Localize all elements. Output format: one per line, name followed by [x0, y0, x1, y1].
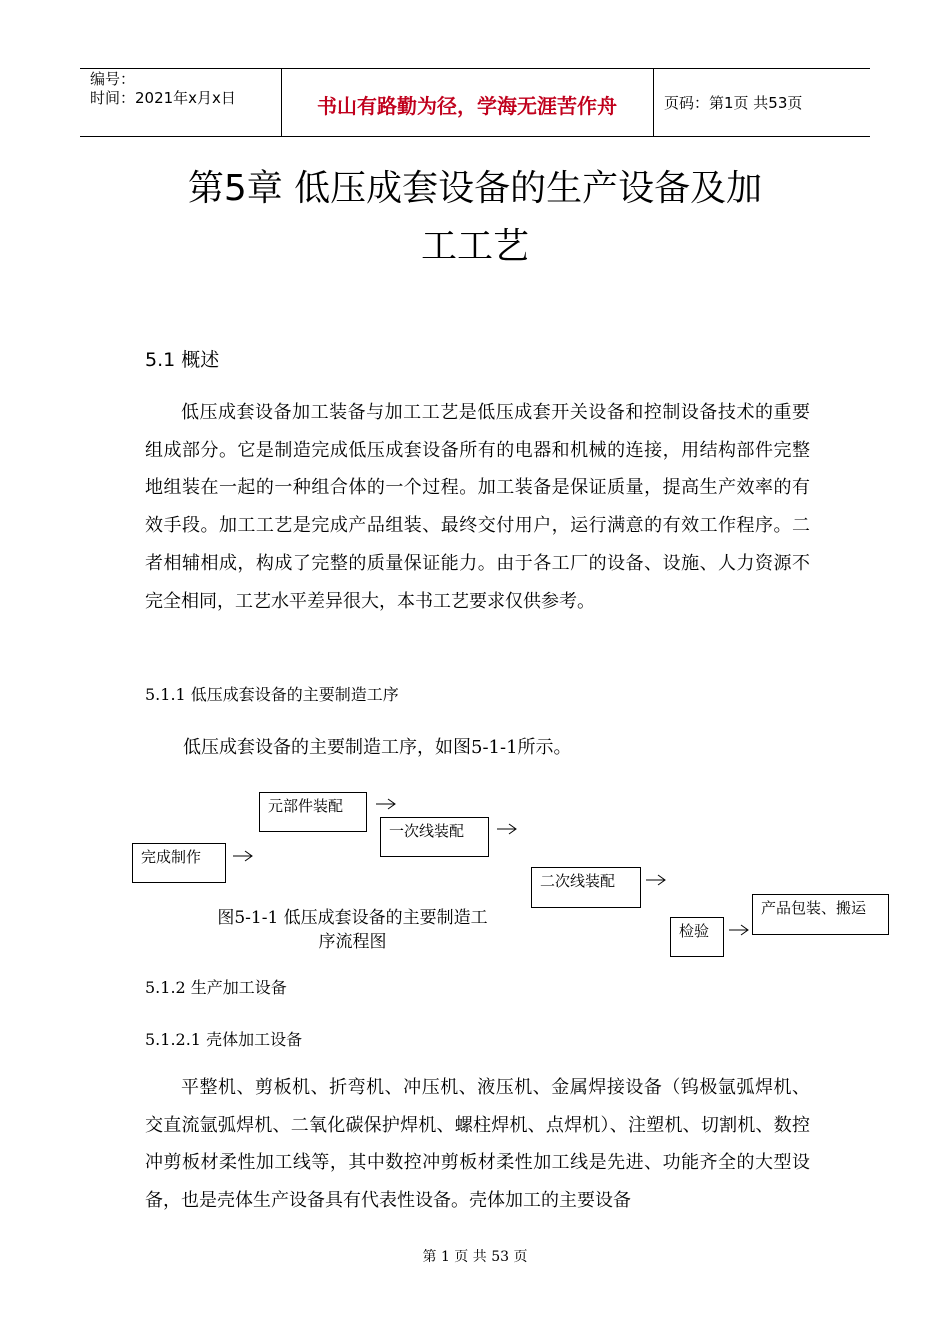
chapter-title-line-1: 第5章 低压成套设备的生产设备及加: [187, 168, 763, 209]
section-heading-5-1-2: 5.1.2 生产加工设备: [145, 978, 287, 997]
flow-box-primary-wiring: 一次线装配: [380, 817, 489, 857]
paragraph-process-intro: 低压成套设备的主要制造工序，如图5-1-1所示。: [183, 737, 572, 758]
paragraph-overview: 低压成套设备加工装备与加工工艺是低压成套开关设备和控制设备技术的重要组成部分。它是制造完成低压成套设备所有的电器和机械的连接，用结构部件完整地组装在一起的一种组合体的一个过程。加工装备是保证质量，提高生产效率的有效手段。加工工艺是完成产品组装、最终交付用户，运行满意的有效工作程序。二者相辅相成，构成了完整的质量保证能力。由于各工厂的设备、设施、人力资源不完全相同，工艺水平差异很大，本书工艺要求仅供参考。: [145, 402, 810, 612]
flow-box-secondary-wiring: 二次线装配: [531, 867, 641, 908]
header-left-cell: [90, 70, 236, 108]
flow-arrow-4-icon: [645, 874, 667, 886]
flow-box-inspection: 检验: [670, 917, 724, 957]
flow-arrow-1-icon: [232, 850, 254, 862]
header-top-rule: [80, 68, 870, 69]
chapter-title: [100, 160, 850, 276]
header-time-label: 时间：2021年x月x日: [90, 89, 236, 107]
figure-caption-line-1: 图5-1-1 低压成套设备的主要制造工: [217, 908, 488, 928]
header-motto: 书山有路勤为径，学海无涯苦作舟: [317, 94, 617, 118]
figure-caption-line-2: 序流程图: [318, 932, 387, 952]
figure-caption: [185, 906, 520, 954]
flow-box-packaging: 产品包装、搬运: [752, 894, 889, 935]
header-bottom-rule: [80, 136, 870, 137]
flow-arrow-3-icon: [496, 823, 518, 835]
section-heading-5-1: 5.1 概述: [145, 349, 220, 371]
flow-box-fabrication: 完成制作: [132, 843, 226, 883]
section-heading-5-1-2-1: 5.1.2.1 壳体加工设备: [145, 1030, 303, 1049]
flow-arrow-5-icon: [728, 924, 750, 936]
header-divider-2: [653, 68, 654, 136]
section-heading-5-1-1: 5.1.1 低压成套设备的主要制造工序: [145, 685, 399, 704]
paragraph-shell-equipment: 平整机、剪板机、折弯机、冲压机、液压机、金属焊接设备（钨极氩弧焊机、交直流氩弧焊机、二氧化碳保护焊机、螺柱焊机、点焊机）、注塑机、切割机、数控冲剪板材柔性加工线等，其中数控冲剪板材柔性加工线是先进、功能齐全的大型设备，也是壳体生产设备具有代表性设备。壳体加工的主要设备: [145, 1077, 810, 1212]
page-footer: 第 1 页 共 53 页: [422, 1249, 528, 1265]
flow-arrow-2-icon: [375, 798, 397, 810]
header-number-label: 编号：: [90, 70, 136, 88]
header-page-info: 页码：第1页 共53页: [664, 94, 803, 112]
chapter-title-line-2: 工工艺: [420, 226, 529, 267]
flow-box-component-assembly: 元部件装配: [259, 792, 367, 832]
